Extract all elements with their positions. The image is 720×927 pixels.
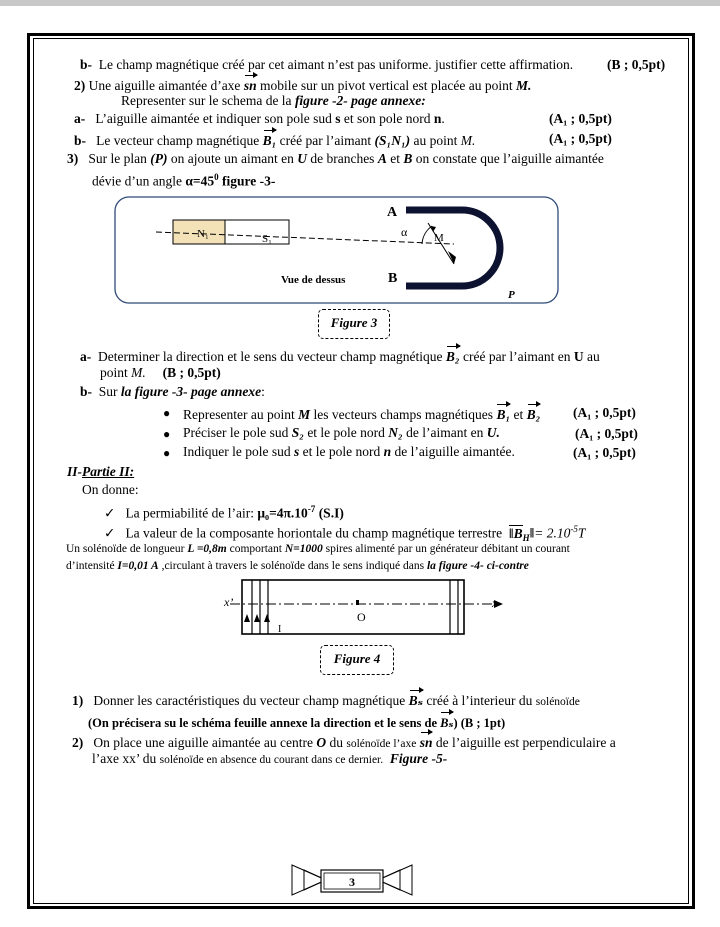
solenoid-desc-1: Un solénoïde de longueur L =0,8m comportant N=1000 spires alimenté par un générateur débitant un courant: [66, 543, 570, 555]
question-1b: b- Le champ magnétique créé par cet aimant n’est pas uniforme. justifier cette affirmation.: [80, 57, 574, 72]
solenoid-question-1b: (On précisera su le schéma feuille annexe la direction et le sens de Bₛ) (B ; 1pt): [88, 712, 505, 731]
solenoid-question-1: 1) Donner les caractéristiques du vecteur champ magnétique Bₛ créé à l’interieur du solénoïde: [72, 690, 580, 710]
on-donne: On donne:: [82, 482, 139, 497]
bullet-1: Representer au point M les vecteurs champs magnétiques B₁ et B₂: [183, 404, 540, 423]
alpha-arc: [422, 226, 432, 244]
label-alpha: α: [401, 225, 408, 239]
page-number: 3: [349, 875, 355, 889]
points-bullet-1: (A₁ ; 0,5pt): [573, 405, 636, 420]
bullet-2-dot: ●: [163, 427, 171, 441]
u-magnet: [406, 210, 500, 286]
bullet-2: Préciser le pole sud S₂ et le pole nord N₂ de l’aimant en U.: [183, 425, 500, 440]
solenoid-question-2: 2) On place une aiguille aimantée au centre O du solénoïde l’axe sn de l’aiguille est perpendiculaire a: [72, 732, 616, 752]
question-2b: b- Le vecteur champ magnétique B₁ créé par l’aimant (S₁N₁) au point M.: [74, 130, 475, 149]
question-3a: a- Determiner la direction et le sens du vecteur champ magnétique B₂ créé par l’aimant en U au: [80, 346, 600, 365]
question-2: 2) Une aiguille aimantée d’axe sn mobile sur un pivot vertical est placée au point M.: [74, 75, 531, 94]
bullet-3-dot: ●: [163, 446, 171, 460]
current-arrow-icon: [264, 614, 270, 622]
points-bullet-2: (A₁ ; 0,5pt): [575, 426, 638, 441]
points-2a: (A₁ ; 0,5pt): [549, 111, 612, 126]
points-1b: (B ; 0,5pt): [607, 57, 666, 72]
solenoid-question-2-line2: l’axe xx’ du solénoïde en absence du courant dans ce dernier. Figure -5-: [92, 751, 448, 766]
label-m: M: [434, 232, 444, 244]
question-3b: b- Sur la figure -3- page annexe:: [80, 384, 265, 399]
bullet-1-dot: ●: [163, 406, 171, 420]
figure-3-border: [115, 197, 558, 303]
part-2-heading: II-Partie II:: [67, 464, 135, 479]
figure-3-diagram: [114, 196, 560, 306]
current-arrow-icon: [254, 614, 260, 622]
label-p: P: [508, 289, 515, 301]
label-o: O: [357, 610, 366, 624]
question-3-line2: dévie d’un angle $\alpha=45^0$ figure -3-: [92, 172, 276, 189]
label-i: I: [278, 624, 282, 635]
points-2b: (A₁ ; 0,5pt): [549, 131, 612, 146]
check-icon: ✓: [104, 525, 116, 541]
current-arrow-icon: [244, 614, 250, 622]
question-3a-line2: point M. (B ; 0,5pt): [100, 365, 221, 380]
figure-3-caption: Figure 3: [318, 309, 390, 339]
label-b: B: [388, 271, 398, 286]
label-n1: N₁: [197, 228, 209, 240]
question-2-represent: Representer sur le schema de la figure -2- page annexe:: [121, 93, 426, 108]
figure-4-caption: Figure 4: [320, 645, 394, 675]
label-xprime: x’: [224, 595, 234, 609]
bullet-3: Indiquer le pole sud s et le pole nord n de l’aiguille aimantée.: [183, 444, 515, 459]
given-2: ✓ La valeur de la composante horiontale du champ magnétique terrestre $‖B_H‖= 2.10^{-5}T$: [104, 524, 586, 544]
solenoid-body: [242, 580, 464, 634]
label-vue-de-dessus: Vue de dessus: [281, 274, 346, 286]
label-a: A: [387, 205, 398, 220]
label-s1: S₁: [262, 233, 272, 245]
top-toolbar-strip: [0, 0, 720, 6]
given-1: ✓ La permiabilité de l’air: $\mu_0=4\pi.10^{-7}$ (S.I): [104, 504, 344, 521]
magnet-s1-half: [225, 220, 289, 244]
needle-tail: [448, 251, 456, 264]
check-icon: ✓: [104, 505, 116, 521]
solenoid-desc-2: d’intensité I=0,01 A ,circulant à travers le solénoïde dans le sens indiqué dans la figure -4- ci-contre: [66, 560, 529, 572]
label-x: x: [492, 596, 498, 610]
points-bullet-3: (A₁ ; 0,5pt): [573, 445, 636, 460]
question-3-line1: 3) Sur le plan (P) on ajoute un aimant en U de branches A et B on constate que l’aiguille aimantée: [67, 151, 604, 166]
question-2a: a- L’aiguille aimantée et indiquer son pole sud s et son pole nord n.: [74, 111, 445, 126]
figure-4-diagram: [222, 576, 504, 638]
